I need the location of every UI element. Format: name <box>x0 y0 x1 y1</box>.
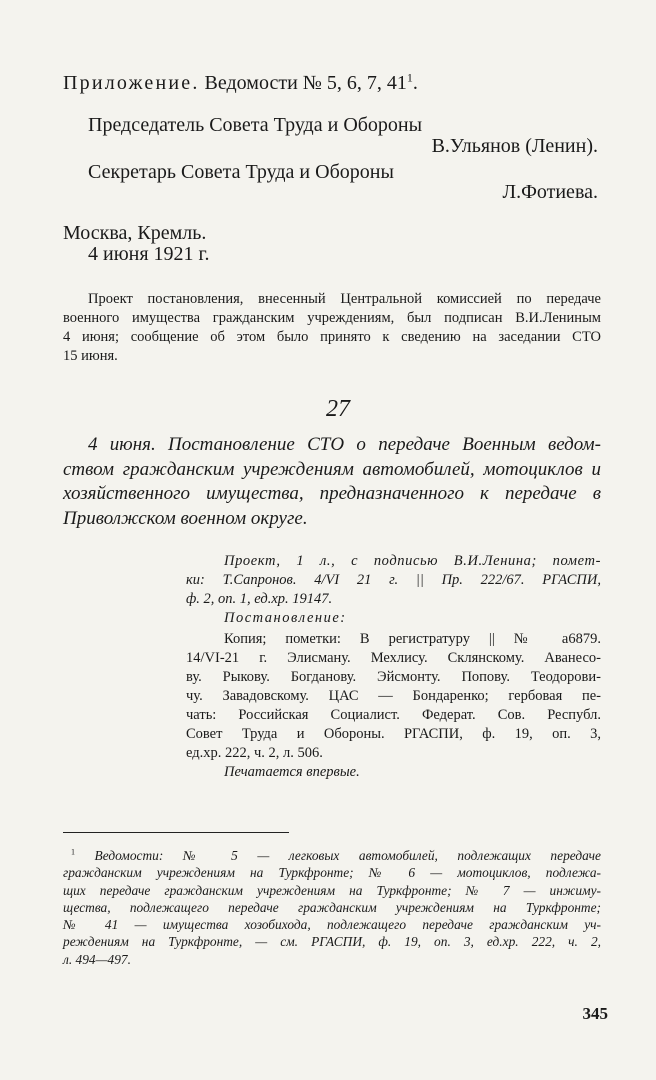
source-line: чать: Российская Социалист. Федерат. Сов. Республ. <box>186 707 601 723</box>
resolution-label: Постановление: <box>224 610 347 626</box>
chair-title: Председатель Совета Труда и Обороны <box>88 114 423 136</box>
source-line: Копия; пометки: В регистратуру || № а6879. <box>224 631 601 647</box>
appendix-footnote-mark: 1 <box>406 70 413 85</box>
footnote-line: реждениям на Туркфронте, — см. РГАСПИ, ф. 19, оп. 3, ед.хр. 222, ч. 2, <box>63 934 601 950</box>
page-number: 345 <box>582 1004 608 1023</box>
note-line: военного имущества гражданским учреждениям, был подписан В.И.Лениным <box>63 310 601 326</box>
secretary-title: Секретарь Совета Труда и Обороны <box>88 161 394 183</box>
note-line: Проект постановления, внесенный Центральной комиссией по передаче <box>88 291 601 307</box>
footnote-line: № 41 — имущества хозобихода, подлежащего передаче гражданским уч- <box>63 917 601 933</box>
first-published-note: Печатается впервые. <box>224 764 360 780</box>
footnote <box>63 847 601 968</box>
appendix-text: Ведомости № 5, 6, 7, 41 <box>204 72 407 94</box>
source-line: ки: Т.Сапронов. 4/VI 21 г. || Пр. 222/67. РГАСПИ, <box>186 572 601 588</box>
heading-line: хозяйственного имущества, предназначенного к передаче в <box>63 483 601 504</box>
source-line: ву. Рыкову. Богданову. Эйсмонту. Попову. Теодорови- <box>186 669 601 685</box>
document-number: 27 <box>326 396 350 422</box>
heading-line: 4 июня. Постановление СТО о передаче Военным ведом- <box>88 434 601 455</box>
appendix-label: Приложение. <box>63 72 200 94</box>
document-heading <box>63 433 601 531</box>
footnote-mark: 1 <box>71 847 76 857</box>
appendix-end: . <box>412 72 418 94</box>
note-line: 15 июня. <box>63 348 118 364</box>
footnote-line: гражданским учреждениям на Туркфронте; № 6 — мотоциклов, подлежа- <box>63 865 601 881</box>
editorial-note <box>63 290 601 366</box>
footnote-line: щих передаче гражданским учреждениям на Туркфронте; № 7 — инжиму- <box>63 882 601 898</box>
source-line: Совет Труда и Обороны. РГАСПИ, ф. 19, оп. 3, <box>186 726 601 742</box>
heading-line: ством гражданским учреждениям автомобилей, мотоциклов и <box>63 458 601 480</box>
source-line: ед.хр. 222, ч. 2, л. 506. <box>186 745 323 761</box>
note-line: 4 июня; сообщение об этом было принято к сведению на заседании СТО <box>63 329 601 345</box>
heading-line: Приволжском военном округе. <box>63 507 308 529</box>
footnote-line <box>63 847 601 864</box>
source-line: чу. Завадовскому. ЦАС — Бондаренко; гербовая пе- <box>186 688 601 704</box>
footnote-line: щества, подлежащего передаче гражданским учреждениям на Туркфронте; <box>63 899 601 915</box>
footnote-line: л. 494—497. <box>63 951 131 967</box>
secretary-name: Л.Фотиева. <box>502 181 598 203</box>
place: Москва, Кремль. <box>63 222 207 244</box>
copy-source <box>186 630 601 763</box>
appendix-line <box>63 72 418 95</box>
source-line: ф. 2, оп. 1, ед.хр. 19147. <box>186 591 333 607</box>
footnote-line-text: Ведомости: № 5 — легковых автомобилей, подлежащих передаче <box>94 848 602 863</box>
footnote-divider <box>63 832 289 833</box>
project-source <box>186 552 601 609</box>
source-line: 14/VI-21 г. Элисману. Мехлису. Склянскому. Аванесо- <box>186 650 601 666</box>
date: 4 июня 1921 г. <box>88 243 210 265</box>
source-line: Проект, 1 л., с подписью В.И.Ленина; помет- <box>224 553 601 569</box>
chair-name: В.Ульянов (Ленин). <box>431 135 598 157</box>
